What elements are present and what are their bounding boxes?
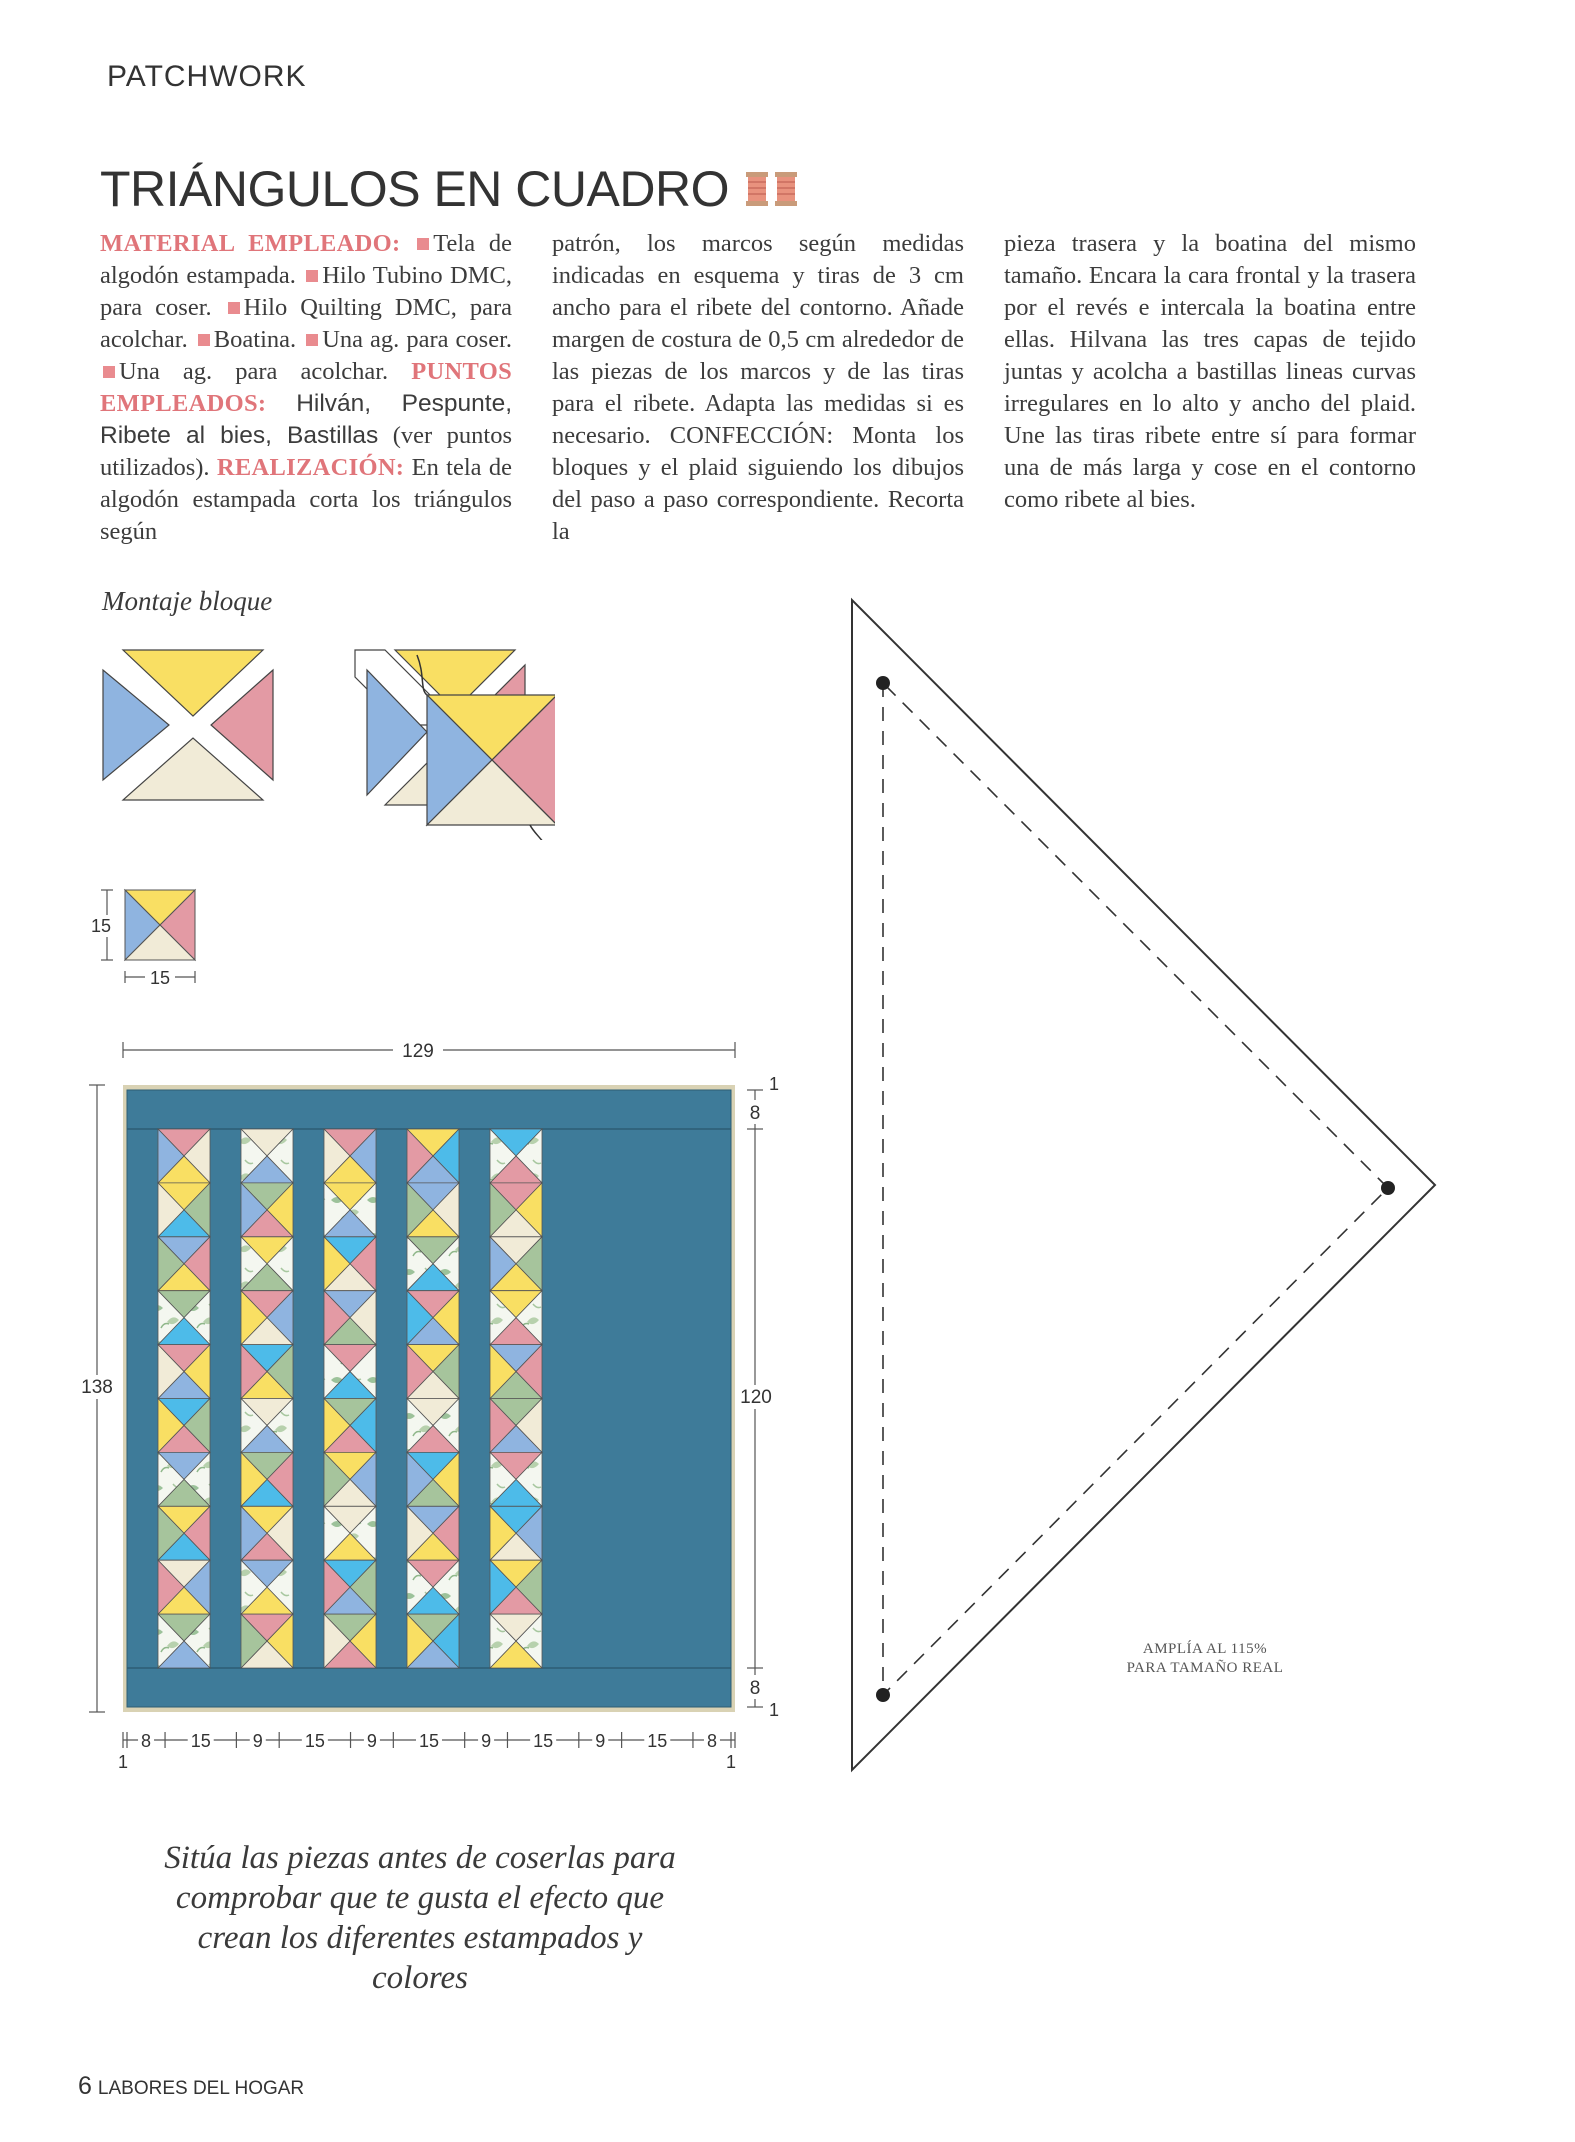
blue-triangle <box>103 670 169 780</box>
pattern-template <box>850 595 1450 1795</box>
material-item: Una ag. para acolchar. <box>119 358 389 385</box>
block-steps <box>95 630 555 840</box>
pull-quote: Sitúa las piezas antes de coserlas para comprobar que te gusta el efecto que crean los diferentes estampados y colores <box>164 1840 676 1996</box>
material-item: Una ag. para coser. <box>322 326 512 353</box>
quilt-height-label: 138 <box>81 1377 113 1398</box>
bullet-icon <box>417 238 429 250</box>
text-column-1 <box>100 228 512 548</box>
edge-bottom-label: 1 <box>769 1700 780 1720</box>
corner-dot <box>1381 1181 1395 1195</box>
block-height-label: 15 <box>90 916 112 936</box>
bottom-dim-label: 15 <box>533 1731 554 1751</box>
corner-dot <box>876 676 890 690</box>
border-bottom-label: 8 <box>749 1678 761 1699</box>
page-footer <box>78 2072 304 2101</box>
inner-height-label: 120 <box>740 1387 772 1408</box>
step-1-block <box>103 650 273 800</box>
bottom-dim-label: 15 <box>190 1731 211 1751</box>
bottom-dim-label: 8 <box>706 1731 717 1751</box>
confeccion-text: Monta los bloques y el plaid siguiendo los dibujos del paso a paso correspondiente. Recorta la <box>552 422 965 545</box>
puntos-note: (ver puntos utilizados). <box>100 422 513 481</box>
magazine-name: LABORES DEL HOGAR <box>97 2078 305 2099</box>
quilt-width-label: 129 <box>402 1041 434 1062</box>
page-number: 6 <box>78 2072 92 2100</box>
bottom-dimensions <box>123 1729 735 1751</box>
border-top-label: 8 <box>749 1103 761 1124</box>
puntos-list: Hilván, Pespunte, Ribete al bies, Bastillas <box>100 390 512 449</box>
corner-dot <box>876 1688 890 1702</box>
block-width-label: 15 <box>149 968 171 988</box>
confeccion-label: CONFECCIÓN: <box>669 422 834 449</box>
title-text: TRIÁNGULOS EN CUADRO <box>100 161 729 217</box>
text-column-2 <box>552 228 964 548</box>
edge-left-label: 1 <box>117 1752 129 1772</box>
body-text <box>100 228 1436 548</box>
material-item: Hilo Quilting DMC, para acolchar. <box>100 294 513 353</box>
bottom-dim-label: 15 <box>418 1731 440 1751</box>
block-size-diagram <box>85 875 215 990</box>
realizacion-text: En tela de algodón estampada corta los triángulos según <box>100 454 512 545</box>
material-item: Tela de algodón estampada. <box>100 230 512 289</box>
thread-tail <box>530 825 550 840</box>
page-title <box>100 160 801 218</box>
text-column-3 <box>1004 228 1416 548</box>
bullet-icon <box>306 270 318 282</box>
bullet-icon <box>228 302 240 314</box>
section-label: PATCHWORK <box>107 60 307 93</box>
enlarge-note-line2: PARA TAMAÑO REAL <box>1126 1660 1284 1676</box>
bottom-dim-label: 9 <box>252 1731 263 1751</box>
puntos-label: PUNTOS EMPLEADOS: <box>100 358 512 417</box>
material-item: Boatina. <box>213 326 297 353</box>
bullet-icon <box>103 366 115 378</box>
montaje-label: Montaje bloque <box>102 586 273 616</box>
bottom-dim-label: 15 <box>304 1731 325 1751</box>
bullet-icon <box>198 334 210 346</box>
material-item: Hilo Tubino DMC, para coser. <box>100 262 512 321</box>
edge-right-label: 1 <box>725 1752 737 1772</box>
bottom-dim-label: 15 <box>647 1731 668 1751</box>
enlarge-note <box>1100 1640 1310 1678</box>
bottom-dim-label: 9 <box>481 1731 492 1751</box>
edge-top-label: 1 <box>769 1074 780 1094</box>
material-label: MATERIAL EMPLEADO: <box>100 230 401 257</box>
pattern-outline <box>852 600 1435 1770</box>
bottom-dim-label: 8 <box>141 1731 152 1751</box>
enlarge-note-line1: AMPLÍA AL 115% <box>1142 1641 1268 1657</box>
bottom-dim-label: 9 <box>595 1731 606 1751</box>
text-column-3-body: pieza trasera y la boatina del mismo tamaño. Encara la cara frontal y la trasera por el revés e intercala la boatina entre ellas. Hilvana las tres capas de tejido juntas y acolcha a bastillas lineas curvas irregulares en lo alto y ancho del plaid. Une las tiras ribete entre sí para formar una de más larga y cose en el contorno como ribete al bies. <box>1004 230 1416 513</box>
quilt-diagram <box>75 1010 795 1780</box>
thread-spools-icon <box>743 169 801 209</box>
bottom-dim-label: 9 <box>366 1731 377 1751</box>
bullet-icon <box>306 334 318 346</box>
realizacion-text-continued: patrón, los marcos según medidas indicadas en esquema y tiras de 3 cm ancho para el ribete del contorno. Añade margen de costura de 0,5 cm alrededor de las piezas de los marcos y de las tiras para el ribete. Adapta las medidas si es necesario. <box>552 230 964 449</box>
realizacion-label: REALIZACIÓN: <box>216 454 405 481</box>
